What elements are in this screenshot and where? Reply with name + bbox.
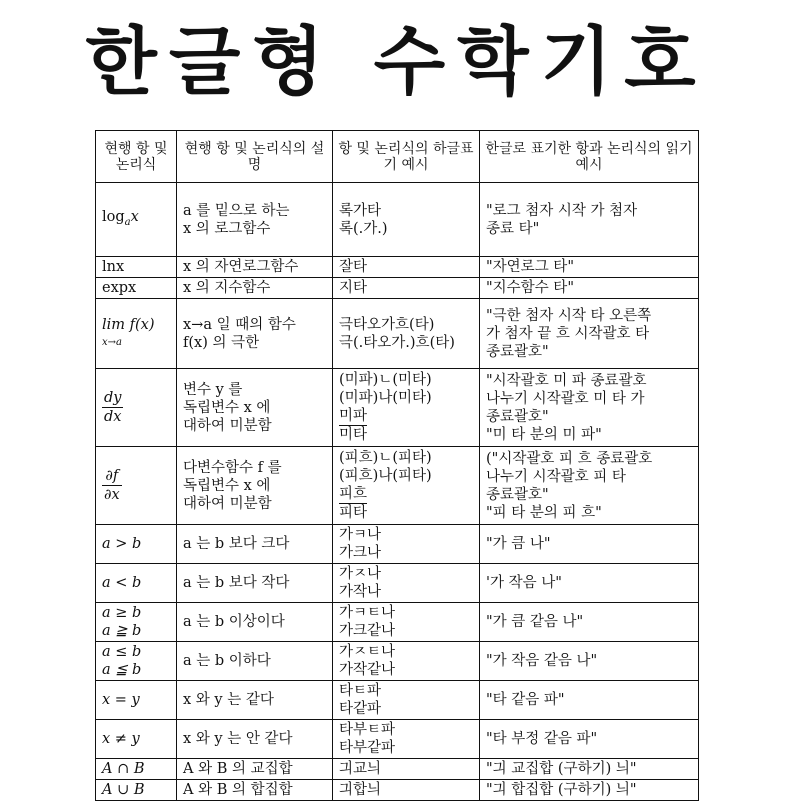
description-cell: 변수 y 를 독립변수 x 에 대하여 미분함 xyxy=(177,369,333,447)
table-row xyxy=(96,564,699,603)
korean-cell: 타ㅌ파 타같파 xyxy=(333,681,480,720)
table-row xyxy=(96,183,699,257)
table-row xyxy=(96,681,699,720)
table-row xyxy=(96,642,699,681)
symbol-cell: a ≤ b a ≦ b xyxy=(96,642,177,681)
reading-cell: "로그 첨자 시작 가 첨자 종료 타" xyxy=(480,183,699,257)
header-symbol: 현행 항 및 논리식 xyxy=(96,131,177,183)
description-cell: A 와 B 의 합집합 xyxy=(177,780,333,801)
description-cell: a 는 b 이상이다 xyxy=(177,603,333,642)
table-row xyxy=(96,720,699,759)
description-cell: x 와 y 는 안 같다 xyxy=(177,720,333,759)
description-cell: x 의 자연로그함수 xyxy=(177,257,333,278)
symbol-cell xyxy=(96,447,177,525)
derivative-fraction: $\frac{dy}{dx}$ xyxy=(104,390,122,425)
symbol-cell: lnx xyxy=(96,257,177,278)
log-symbol: $\log_ax$ xyxy=(102,208,139,228)
math-symbol-table xyxy=(95,130,699,801)
description-cell: a 는 b 보다 크다 xyxy=(177,525,333,564)
table-row xyxy=(96,603,699,642)
reading-cell: "자연로그 타" xyxy=(480,257,699,278)
symbol-cell: expx xyxy=(96,278,177,299)
korean-cell: 긔교늬 xyxy=(333,759,480,780)
table-row xyxy=(96,780,699,801)
description-cell: A 와 B 의 교집합 xyxy=(177,759,333,780)
reading-cell: "긔 교집합 (구하기) 늬" xyxy=(480,759,699,780)
korean-cell: 가ㅈㅌ나 가작같나 xyxy=(333,642,480,681)
description-cell: a 를 밑으로 하는 x 의 로그함수 xyxy=(177,183,333,257)
korean-cell: 잘타 xyxy=(333,257,480,278)
description-cell: 다변수함수 f 를 독립변수 x 에 대하여 미분함 xyxy=(177,447,333,525)
reading-cell: '가 작음 나" xyxy=(480,564,699,603)
symbol-cell: x ≠ y xyxy=(96,720,177,759)
symbol-cell: a ≥ b a ≧ b xyxy=(96,603,177,642)
table-row xyxy=(96,369,699,447)
partial-derivative-fraction: $\frac{\partial f}{\partial x}$ xyxy=(104,468,120,503)
reading-cell: "타 부정 같음 파" xyxy=(480,720,699,759)
reading-cell: "긔 합집합 (구하기) 늬" xyxy=(480,780,699,801)
description-cell: x→a 일 때의 함수 f(x) 의 극한 xyxy=(177,299,333,369)
reading-cell: "타 같음 파" xyxy=(480,681,699,720)
korean-cell: 긔합늬 xyxy=(333,780,480,801)
symbol-cell: lim f(x) x→a xyxy=(96,299,177,369)
header-korean-notation: 항 및 논리식의 하글표기 예시 xyxy=(333,131,480,183)
symbol-cell xyxy=(96,369,177,447)
table-row xyxy=(96,257,699,278)
symbol-cell: A ∪ B xyxy=(96,780,177,801)
korean-cell: 극타오가흐(타) 극(.타오가.)흐(타) xyxy=(333,299,480,369)
korean-cell: 가ㅋ나 가크나 xyxy=(333,525,480,564)
header-row xyxy=(96,131,699,183)
description-cell: a 는 b 이하다 xyxy=(177,642,333,681)
symbol-cell: x = y xyxy=(96,681,177,720)
reading-cell: "가 큼 같음 나" xyxy=(480,603,699,642)
symbol-cell: A ∩ B xyxy=(96,759,177,780)
table-row xyxy=(96,447,699,525)
reading-cell: "극한 첨자 시작 타 오른쪽 가 첨자 끝 흐 시작괄호 타 종료괄호" xyxy=(480,299,699,369)
reading-cell: "가 작음 같음 나" xyxy=(480,642,699,681)
description-cell: x 의 지수함수 xyxy=(177,278,333,299)
korean-cell: (피흐)ㄴ(피타) (피흐)나(피타) 피흐 피타 xyxy=(333,447,480,525)
symbol-cell: a > b xyxy=(96,525,177,564)
table-row xyxy=(96,299,699,369)
korean-cell: 록가타 록(.가.) xyxy=(333,183,480,257)
korean-cell: 가ㅋㅌ나 가크같나 xyxy=(333,603,480,642)
table-row xyxy=(96,278,699,299)
korean-cell: (미파)ㄴ(미타) (미파)나(미타) 미파 미타 xyxy=(333,369,480,447)
reading-cell: ("시작괄호 피 흐 종료괄호 나누기 시작괄호 피 타 종료괄호" "피 타 분의 피 흐" xyxy=(480,447,699,525)
header-description: 현행 항 및 논리식의 설명 xyxy=(177,131,333,183)
page-title: 한글형 수학기호 xyxy=(85,19,708,105)
description-cell: x 와 y 는 같다 xyxy=(177,681,333,720)
reading-cell: "지수함수 타" xyxy=(480,278,699,299)
table-row xyxy=(96,759,699,780)
symbol-cell: a < b xyxy=(96,564,177,603)
reading-cell: "시작괄호 미 파 종료괄호 나누기 시작괄호 미 타 가 종료괄호" "미 타 분의 미 파" xyxy=(480,369,699,447)
table-row xyxy=(96,525,699,564)
korean-cell: 가ㅈ나 가작나 xyxy=(333,564,480,603)
korean-cell: 지타 xyxy=(333,278,480,299)
reading-cell: "가 큼 나" xyxy=(480,525,699,564)
header-reading: 한글로 표기한 항과 논리식의 읽기 예시 xyxy=(480,131,699,183)
korean-cell: 타부ㅌ파 타부같파 xyxy=(333,720,480,759)
description-cell: a 는 b 보다 작다 xyxy=(177,564,333,603)
symbol-cell xyxy=(96,183,177,257)
